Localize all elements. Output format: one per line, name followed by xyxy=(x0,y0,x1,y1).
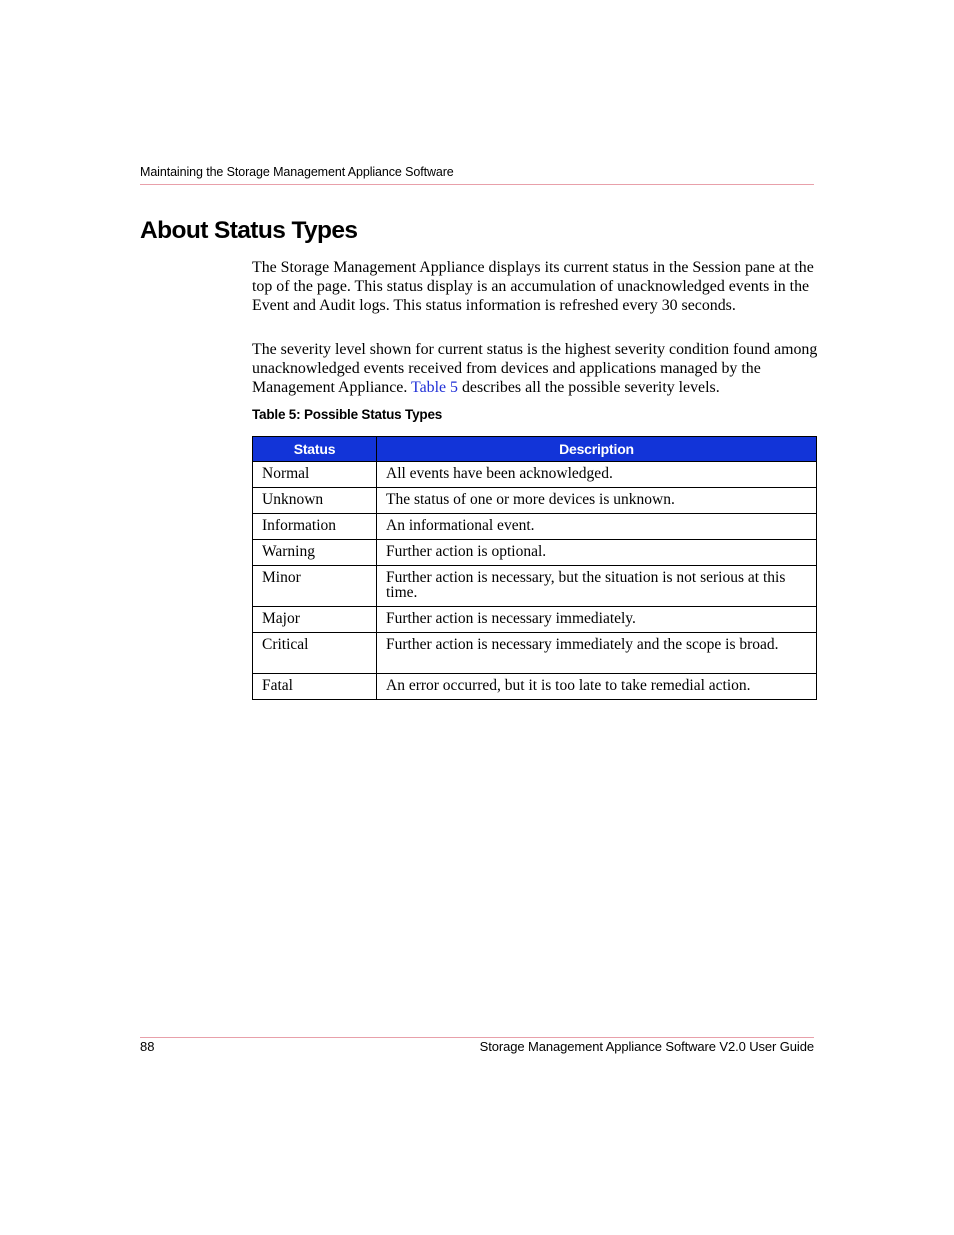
table-row xyxy=(253,566,817,607)
page-number: 88 xyxy=(140,1039,155,1054)
status-cell: Information xyxy=(253,514,377,540)
description-cell: Further action is necessary immediately and the scope is broad. xyxy=(377,633,817,674)
footer-book-title: Storage Management Appliance Software V2.0 User Guide xyxy=(479,1039,814,1054)
table-caption: Table 5: Possible Status Types xyxy=(252,407,443,422)
description-cell: An informational event. xyxy=(377,514,817,540)
footer-rule xyxy=(140,1037,814,1038)
header-rule xyxy=(140,184,814,185)
status-cell: Major xyxy=(253,607,377,633)
column-header-description: Description xyxy=(377,437,817,462)
table-row xyxy=(253,607,817,633)
running-header: Maintaining the Storage Management Appliance Software xyxy=(140,165,454,179)
table-row xyxy=(253,674,817,700)
description-cell: An error occurred, but it is too late to take remedial action. xyxy=(377,674,817,700)
paragraph-severity-text-end: describes all the possible severity levels. xyxy=(458,379,720,396)
status-cell: Warning xyxy=(253,540,377,566)
description-cell: The status of one or more devices is unknown. xyxy=(377,488,817,514)
paragraph-intro: The Storage Management Appliance displays its current status in the Session pane at the top of the page. This status display is an accumulation of unacknowledged events in the Event and Audit logs. This status information is refreshed every 30 seconds. xyxy=(252,259,814,314)
status-cell: Normal xyxy=(253,462,377,488)
table-5-link[interactable]: Table 5 xyxy=(411,379,458,396)
table-row xyxy=(253,462,817,488)
description-cell: Further action is necessary immediately. xyxy=(377,607,817,633)
table-row xyxy=(253,540,817,566)
section-title: About Status Types xyxy=(140,217,358,244)
table-row xyxy=(253,488,817,514)
status-cell: Minor xyxy=(253,566,377,607)
description-cell: All events have been acknowledged. xyxy=(377,462,817,488)
status-types-table xyxy=(252,436,817,700)
description-cell: Further action is necessary, but the situation is not serious at this time. xyxy=(377,566,817,607)
paragraph-severity xyxy=(252,340,818,397)
status-cell: Critical xyxy=(253,633,377,674)
table-header-row xyxy=(253,437,817,462)
status-cell: Unknown xyxy=(253,488,377,514)
status-cell: Fatal xyxy=(253,674,377,700)
column-header-status: Status xyxy=(253,437,377,462)
paragraph-severity-text: The severity level shown for current status is the highest severity condition found among unacknowledged events received from devices and applications managed by the Management Appliance. xyxy=(252,341,818,396)
table-row xyxy=(253,514,817,540)
table-row xyxy=(253,633,817,674)
description-cell: Further action is optional. xyxy=(377,540,817,566)
